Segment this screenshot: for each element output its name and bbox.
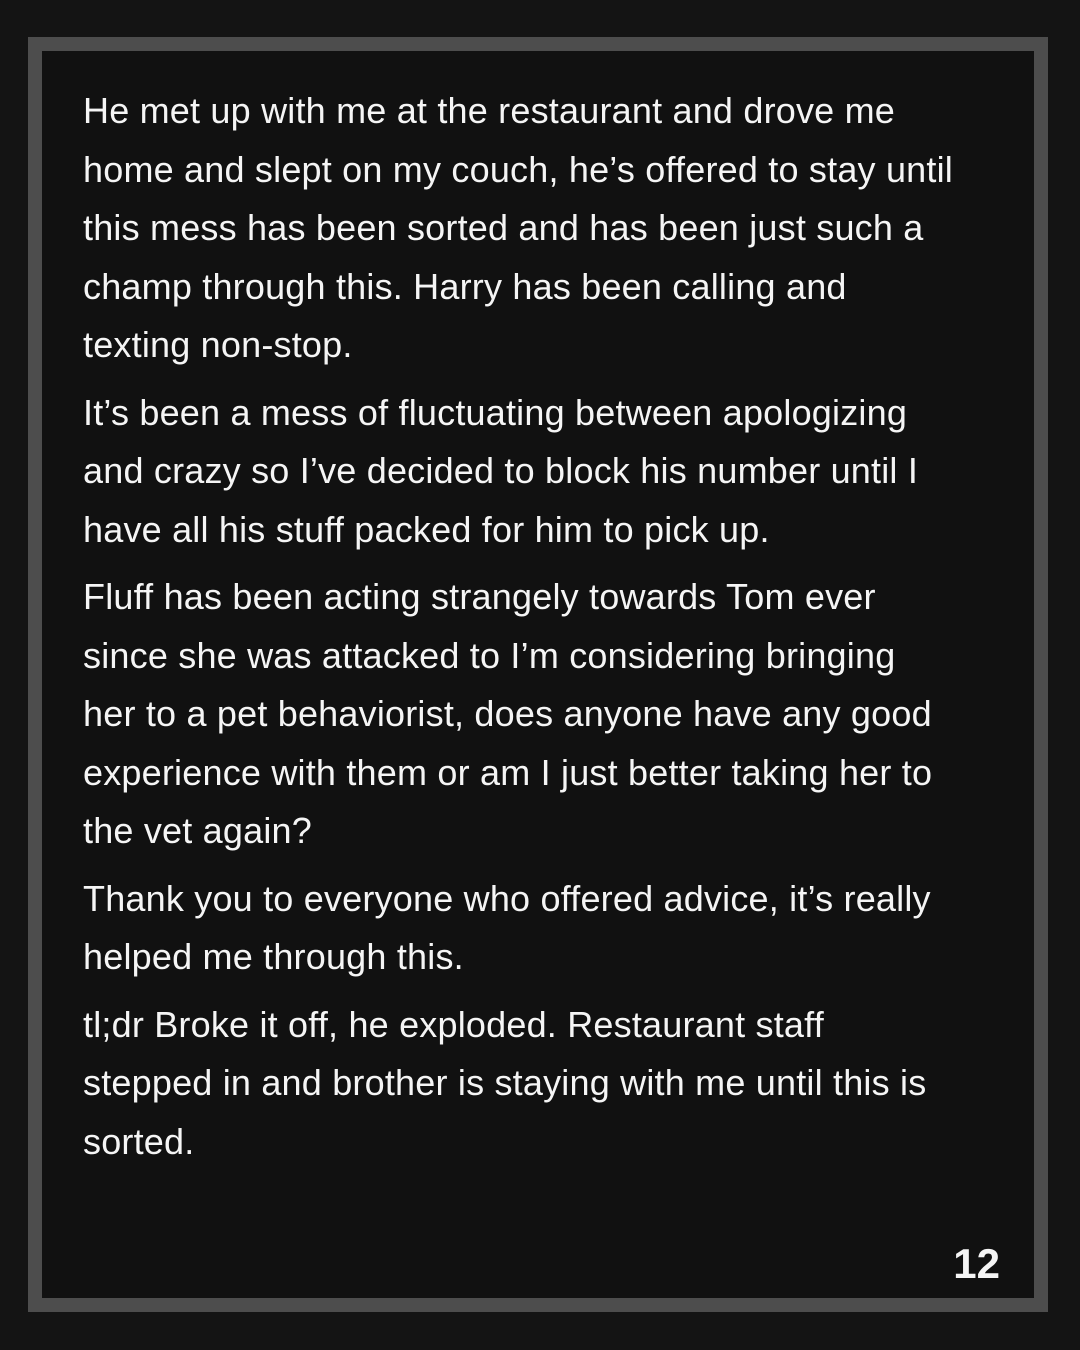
text-line: this mess has been sorted and has been just such a [83, 207, 924, 248]
text-line: stepped in and brother is staying with me until this is [83, 1062, 927, 1103]
text-line: texting non-stop. [83, 324, 353, 365]
text-line: tl;dr Broke it off, he exploded. Restaurant staff [83, 1003, 824, 1045]
text-line: her to a pet behaviorist, does anyone have any good [83, 693, 932, 734]
paragraph [83, 870, 998, 987]
paragraph [83, 996, 998, 1172]
text-line: He met up with me at the restaurant and drove me [83, 90, 896, 131]
post-text [42, 51, 1034, 1171]
text-line: the vet again? [83, 810, 312, 851]
text-line: helped me through this. [83, 936, 464, 977]
paragraph [83, 384, 998, 560]
text-line: Thank you to everyone who offered advice, it’s really [83, 877, 931, 919]
text-line: since she was attacked to I’m considering bringing [83, 634, 896, 676]
text-line: Fluff has been acting strangely towards Tom ever [83, 576, 876, 617]
text-line: It’s been a mess of fluctuating between apologizing [83, 391, 908, 433]
text-line: champ through this. Harry has been calling and [83, 265, 847, 307]
text-line: experience with them or am I just better taking her to [83, 751, 933, 793]
text-line: sorted. [83, 1120, 195, 1162]
text-line: and crazy so I’ve decided to block his number until I [83, 450, 919, 491]
text-line: have all his stuff packed for him to pick up. [83, 508, 770, 550]
paragraph [83, 568, 998, 861]
content-frame [28, 37, 1048, 1312]
paragraph [83, 82, 998, 375]
page-number: 12 [953, 1240, 1000, 1287]
text-line: home and slept on my couch, he’s offered to stay until [83, 148, 953, 190]
